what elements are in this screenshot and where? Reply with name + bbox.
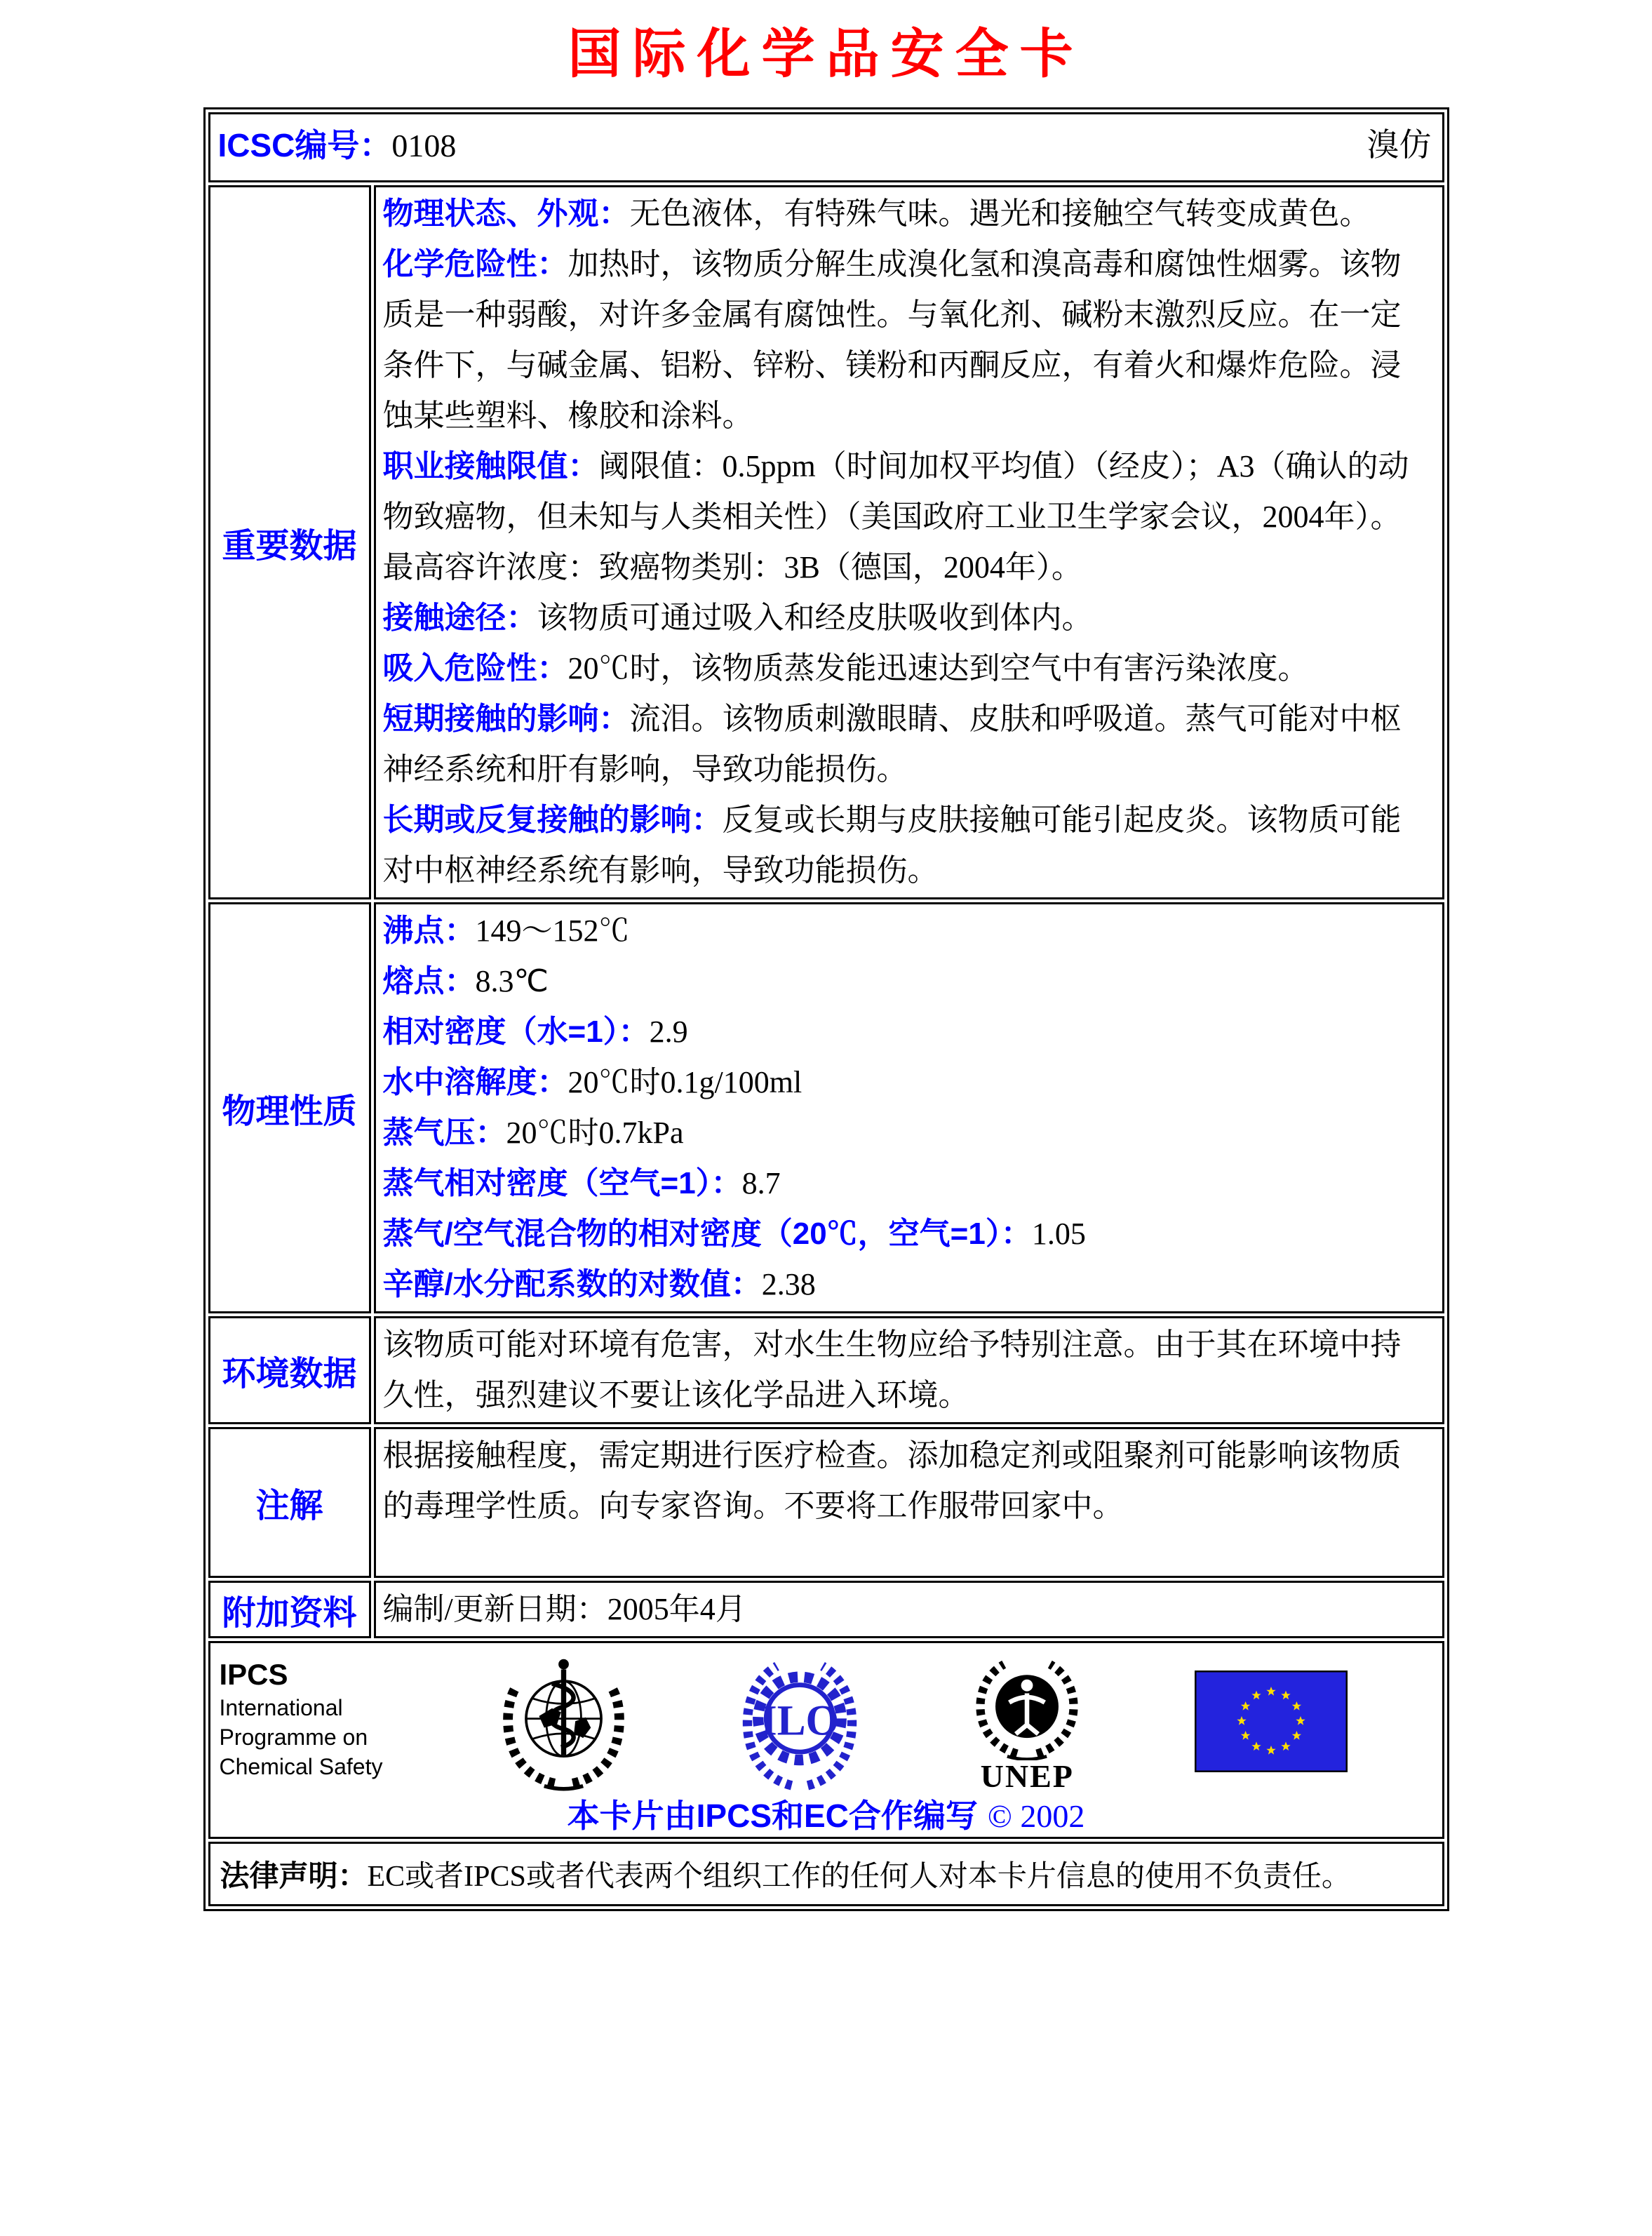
important-data-row (208, 185, 1444, 899)
environmental-data-row (208, 1316, 1444, 1424)
boiling-point: 沸点：149～152℃ (382, 913, 630, 948)
icsc-number-value: 0108 (391, 128, 457, 163)
environmental-data-content (374, 1316, 1444, 1424)
ipcs-line2: Programme on (219, 1725, 368, 1750)
header-row (208, 112, 1444, 182)
legal-text: EC或者IPCS或者代表两个组织工作的任何人对本卡片信息的使用不负责任。 (367, 1861, 1351, 1893)
legal-label: 法律声明： (220, 1859, 368, 1892)
vapour-pressure: 蒸气压：20℃时0.7kPa (382, 1116, 684, 1150)
notes-text: 根据接触程度，需定期进行医疗检查。添加稳定剂或阻聚剂可能影响该物质的毒理学性质。向专家咨询。不要将工作服带回家中。 (382, 1438, 1402, 1523)
ipcs-line1: International (219, 1695, 343, 1720)
eu-flag-icon (1195, 1671, 1348, 1776)
important-data-row-label: 重要数据 (208, 185, 371, 899)
ilo-letters: ILO (760, 1697, 840, 1745)
credit-text: 本卡片由IPCS和EC合作编写 (567, 1797, 978, 1834)
short-term-exposure-effects: 短期接触的影响：流泪。该物质刺激眼睛、皮肤和呼吸道。蒸气可能对中枢神经系统和肝有影响，导致功能损伤。 (382, 702, 1402, 786)
additional-info-content (374, 1581, 1444, 1638)
chemical-dangers: 化学危险性：加热时，该物质分解生成溴化氢和溴高毒和腐蚀性烟雾。该物质是一种弱酸，对许多金属有腐蚀性。与氧化剂、碱粉末激烈反应。在一定条件下，与碱金属、铝粉、锌粉、镁粉和丙酮反应，有着火和爆炸危险。浸蚀某些塑料、橡胶和涂料。 (382, 247, 1402, 433)
vapour-air-mixture-density: 蒸气/空气混合物的相对密度（20℃，空气=1）：1.05 (382, 1217, 1086, 1251)
physical-properties-row-label: 物理性质 (208, 902, 371, 1313)
additional-info-row-label: 附加资料 (208, 1581, 371, 1638)
occupational-exposure-limits: 职业接触限值：阈限值：0.5ppm（时间加权平均值）（经皮）；A3（确认的动物致癌物，但未知与人类相关性）（美国政府工业卫生学家会议，2004年）。最高容许浓度：致癌物类别：3B（德国，2004年）。 (382, 449, 1409, 584)
logos-row (208, 1641, 1444, 1839)
credit-year: © 2002 (987, 1798, 1085, 1834)
who-logo-icon (499, 1656, 629, 1795)
chemical-name: 溴仿 (1366, 127, 1432, 163)
notes-row-label: 注解 (208, 1427, 371, 1578)
unep-letters: UNEP (980, 1758, 1074, 1794)
physical-properties-row (208, 902, 1444, 1313)
ipcs-line3: Chemical Safety (219, 1754, 383, 1779)
melting-point: 熔点：8.3℃ (382, 964, 549, 998)
additional-info-text: 编制/更新日期：2005年4月 (382, 1592, 746, 1626)
header-cell (208, 112, 1444, 182)
additional-info-row (208, 1581, 1444, 1638)
vapour-relative-density: 蒸气相对密度（空气=1）：8.7 (382, 1166, 781, 1200)
octanol-water-partition: 辛醇/水分配系数的对数值：2.38 (382, 1267, 816, 1301)
important-data-content (374, 185, 1444, 899)
icsc-number-group (218, 123, 457, 168)
logos-cell (208, 1641, 1444, 1839)
ipcs-text-block (220, 1656, 388, 1781)
relative-density: 相对密度（水=1）：2.9 (382, 1015, 688, 1049)
physical-properties-content (374, 902, 1444, 1313)
icsc-card-table (203, 107, 1449, 1911)
unep-logo-icon (971, 1656, 1083, 1793)
credit-line (211, 1796, 1442, 1836)
routes-of-exposure: 接触途径：该物质可通过吸入和经皮肤吸收到体内。 (382, 601, 1093, 635)
environmental-data-row-label: 环境数据 (208, 1316, 371, 1424)
legal-row (208, 1842, 1444, 1906)
inhalation-risk: 吸入危险性：20℃时，该物质蒸发能迅速达到空气中有害污染浓度。 (382, 651, 1309, 685)
environmental-data-text: 该物质可能对环境有危害，对水生生物应给予特别注意。由于其在环境中持久性，强烈建议不要让该化学品进入环境。 (382, 1327, 1402, 1412)
page-title: 国际化学品安全卡 (568, 25, 1084, 84)
ipcs-acronym: IPCS (219, 1658, 288, 1691)
physical-state-appearance: 物理状态、外观：无色液体，有特殊气味。遇光和接触空气转变成黄色。 (382, 196, 1371, 231)
long-term-exposure-effects: 长期或反复接触的影响：反复或长期与皮肤接触可能引起皮炎。该物质可能对中枢神经系统有影响，导致功能损伤。 (382, 803, 1402, 888)
ilo-logo-icon (739, 1656, 860, 1795)
icsc-number-label: ICSC编号： (217, 127, 392, 163)
water-solubility: 水中溶解度：20℃时0.1g/100ml (382, 1065, 803, 1099)
legal-cell (208, 1842, 1444, 1906)
notes-content (374, 1427, 1444, 1578)
notes-row (208, 1427, 1444, 1578)
